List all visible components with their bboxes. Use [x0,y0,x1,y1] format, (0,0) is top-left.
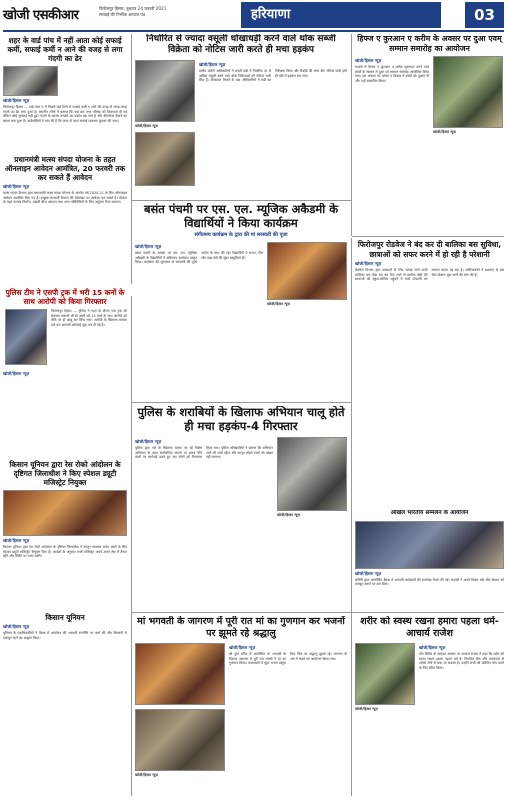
story-body: फिरोजपुर हिसार — वार्ड नंबर 5 में पिछले कई दिनों से सफाई कर्मी न आने की वजह से जगह-जगह गंदगी का ढेर लगा हुआ है। स्थानीय लोगों ने बताया कि कई बार नगर परिषद को शिकायत दी गई लेकिन कोई सुनवाई नहीं हुई। गंदगी के कारण मच्छरों का प्रकोप बढ़ गया है और बीमारियां फैलने का खतरा बना हुआ है। वार्डवासियों ने मांग की है कि जल्द से जल्द सफाई व्यवस्था सुचारू की जाए। [3,105,127,123]
headline: किसान यूनियन [45,613,85,622]
story-body: समिति द्वारा आयोजित बैठक में आगामी कार्यक्रमों की रूपरेखा तैयार की गई। सदस्यों ने अपने विचार रखे और संगठन को मजबूत बनाने पर बल दिया। [355,577,504,586]
headline: मां भगवती के जागरण में पूरी रात मां का गुणगान कर भजनों पर झूमते रहे श्रद्धालु [137,616,345,639]
byline: खोजी/हिसार न्यूज़ [3,98,30,103]
byline: खोजी/हिसार न्यूज़ [3,538,30,543]
story-body: किसान यूनियन द्वारा रेल रोको आंदोलन के दृष्टिगत जिलाधीश ने कानून व्यवस्था बनाए रखने के लिए स्पेशल ड्यूटी मजिस्ट्रेट नियुक्त किए हैं। आदेशों के अनुसार सभी मजिस्ट्रेट अपने-अपने क्षेत्र में तैनात रहेंगे और स्थिति पर नजर रखेंगे। [3,545,127,558]
dateline-tagline: सच्चाई की निर्भीक आवाज़ पत्र [99,12,145,17]
story-body: पुलिस द्वारा नशे के खिलाफ चलाए जा रहे विशेष अभियान के तहत सार्वजनिक स्थानों पर शराब पीने वालों पर कार्रवाई करते हुए चार लोगों को गिरफ्तार किया गया। पुलिस अधिकारियों ने बताया कि अभियान आगे भी जारी रहेगा और कानून तोड़ने वालों को बख्शा नहीं जाएगा। [135,446,273,459]
photo-caption: खोजी/हिसार न्यूज़ [433,130,456,134]
page-number: 03 [465,2,504,28]
story-photo [433,56,503,128]
byline: खोजी/हिसार न्यूज़ [3,371,30,376]
story-photo [135,132,195,186]
column-divider [351,34,352,236]
story-body: मत्स्य पालन विभाग द्वारा प्रधानमंत्री मत्स्य संपदा योजना के अंतर्गत वर्ष 2020-21 के लिए ऑनलाइन आवेदन आमंत्रित किए गए हैं। इच्छुक लाभार्थी विभाग की वेबसाइट पर आवेदन कर सकते हैं। योजना के तहत तालाब निर्माण, मछली बीज उत्पादन तथा अन्य गतिविधियों के लिए अनुदान दिया जाएगा। [3,191,127,204]
story-photo [135,60,195,122]
newspaper-brand: खोजी एसकीआर [3,8,79,23]
row-divider [132,612,504,613]
story-jagran [135,616,347,796]
story-body: फिरोजपुर हिसार — पुलिस ने गश्त के दौरान एक ट्रक को रोककर तलाशी ली तो उसमें भरे 15 कनों के साथ आरोपी को मौके पर ही काबू कर लिया गया। आरोपी के खिलाफ मामला दर्ज कर आगामी कार्रवाई शुरू कर दी गई है। [51,309,127,327]
byline: खोजी/हिसार न्यूज़ [3,184,30,189]
photo-caption: खोजी/हिसार न्यूज़ [267,302,290,306]
byline: खोजी/हिसार न्यूज़ [135,439,162,444]
story-photo [135,643,225,705]
story-body: योग शिविर के समापन अवसर पर आचार्य राजेश ने कहा कि शरीर को स्वस्थ रखना हमारा पहला धर्म है। नियमित योग और प्राणायाम से अनेक रोगों से बचा जा सकता है। उन्होंने सभी को प्रतिदिन योग करने के लिए प्रेरित किया। [419,652,504,670]
byline: खोजी/हिसार न्यूज़ [355,570,382,576]
photo-caption: खोजी/हिसार न्यूज़ [135,773,158,777]
masthead-rule [3,30,504,32]
story-body: रोडवेज विभाग द्वारा छात्राओं के लिए चलाई जाने वाली बालिका बस सेवा बंद कर दिए जाने से ग्रामीण क्षेत्रों की छात्राओं को स्कूल-कॉलेज पहुंचने में भारी परेशानी का सामना करना पड़ रहा है। अभिभावकों ने प्रशासन से बस सेवा दोबारा शुरू करने की मांग की है। [355,268,504,281]
story-ward-cleaning [3,36,127,152]
story-body: मदरसे में हिफ्ज ए कुरआन ए करीम मुकम्मल करने वाले बच्चों के सम्मान में दुआ एवं सम्मान समारोह आयोजित किया गया। इस अवसर पर उलेमा ए किराम ने बच्चों को दुआएं दीं और उन्हें सम्मानित किया। [355,65,429,83]
masthead [3,2,504,30]
byline: खोजी/हिसार न्यूज़ [3,624,30,629]
headline: शहर के वार्ड पांच में नहीं आता कोई सफाई कर्मी, सफाई कर्मी न आने की वजह से लगा गंदगी का ढेर [7,36,123,63]
story-roadways-bus [355,240,504,508]
story-quran-event [355,34,504,234]
headline: निर्धारित से ज्यादा वसूली धोखाधड़ी करने वाले थोक सब्जी विक्रेता को नोटिस जारी करते ही मचा हड़कंप [146,34,336,55]
story-photo [277,437,347,511]
story-body: बसंत पंचमी के अवसर पर एस. एल. म्यूजिक अकैडमी के विद्यार्थियों ने संगीतमय कार्यक्रम प्रस्तुत किया। कार्यक्रम की शुरुआत मां सरस्वती की पूजा अर्चना के साथ की गई। विद्यार्थियों ने भजन, गीत और वाद्य यंत्रों की सुंदर प्रस्तुतियां दीं। [135,251,263,264]
row-divider [132,200,351,201]
story-photo [5,309,47,365]
story-photo [3,66,58,96]
story-healthy-body [355,616,504,796]
dateline-date: फिरोजपुर हिसार, बुधवार 24 फरवरी 2021 [99,6,167,11]
byline: खोजी/हिसार न्यूज़ [135,244,162,249]
column-divider [131,296,132,796]
column-divider [131,34,132,284]
story-photo [267,242,347,300]
story-body: यूनियन के पदाधिकारियों ने बैठक में आंदोलन की आगामी रणनीति पर चर्चा की और किसानों से एकजुट रहने का आह्वान किया। [3,631,127,640]
column-divider [351,238,352,796]
story-photo [135,709,225,771]
story-farmer-union [3,460,127,610]
story-union-meeting [3,613,127,796]
story-photo [355,643,415,705]
story-photo [355,521,504,569]
story-photo [3,490,127,536]
headline: फिरोजपुर रोडवेज ने बंद कर दी बालिका बस सुविधा, छात्राओं को सफर करने में हो रही है परेशानी [357,240,502,259]
story-body: श्री दुर्गा मंदिर में आयोजित मां भगवती के विशाल जागरण में पूरी रात भक्तों ने मां का गुणगान किया। कलाकारों ने सुंदर भजन प्रस्तुत किए जिन पर श्रद्धालु झूमते रहे। जागरण के अंत में भंडारे का आयोजन किया गया। [229,652,347,665]
headline: पुलिस टीम ने एसपी ट्रक में भरी 15 कनों के साथ आरोपी को किया गिरफ्तार [5,288,125,306]
story-fisheries-scheme [3,155,127,285]
section-title: हरियाणा [241,2,441,28]
story-conference [355,510,504,610]
headline: प्रधानमंत्री मत्स्य संपदा योजना के तहत ऑनलाइन आवेदन आमंत्रित, 20 फरवरी तक कर सकते हैं आवेदन [4,155,126,182]
byline: खोजी/हिसार न्यूज़ [419,645,446,650]
photo-caption: खोजी/हिसार न्यूज़ [135,124,158,128]
story-police-truck [3,288,127,458]
headline: शरीर को स्वस्थ रखना हमारा पहला धर्म-आचार्य राजेश [360,616,499,639]
headline: बसंत पंचमी पर एस. एल. म्यूजिक अकैडमी के विद्यार्थियों ने किया कार्यक्रम [143,203,339,230]
byline: खोजी/हिसार न्यूज़ [229,645,256,650]
headline: हिफ्ज ए कुरआन ए करीम के अवसर पर दुआ एवम् सम्मान समारोह का आयोजन [357,34,502,53]
row-divider [132,402,351,403]
headline: अखिल भारतीय सम्मेलन के आयोजन [390,510,469,516]
subheadline: संगीतमय कार्यक्रम के द्वारा की मां सरस्वती की पूजा [194,232,288,238]
headline: पुलिस के शराबियों के खिलाफ अभियान चालू होते ही मचा हड़कंप-4 गिरफ्तार [137,406,345,433]
photo-caption: खोजी/हिसार न्यूज़ [355,707,378,711]
byline: खोजी/हिसार न्यूज़ [355,261,382,266]
byline: खोजी/हिसार न्यूज़ [199,62,226,67]
dateline [99,6,244,18]
headline: किसान यूनियन द्वारा रेस रोको आंदोलन के दृष्टिगत जिलाधीश ने किए स्पेशल ड्यूटी मजिस्ट्रेट नियुक्त [9,460,121,487]
photo-caption: खोजी/हिसार न्यूज़ [277,513,300,517]
story-vegetable-vendor [135,34,347,198]
story-music-academy [135,203,347,399]
row-divider [352,236,504,237]
byline: खोजी/हिसार न्यूज़ [355,58,382,63]
story-body: मार्केट कमेटी अधिकारियों ने सब्जी मंडी में निर्धारित दर से अधिक वसूली करने वाले थोक विक्रेताओं को नोटिस जारी किए हैं। शिकायत मिलने के बाद अधिकारियों ने मंडी का निरीक्षण किया और रिकॉर्ड की जांच की। नोटिस जारी होते ही मंडी में हड़कंप मच गया। [199,69,347,82]
story-police-campaign [135,406,347,610]
